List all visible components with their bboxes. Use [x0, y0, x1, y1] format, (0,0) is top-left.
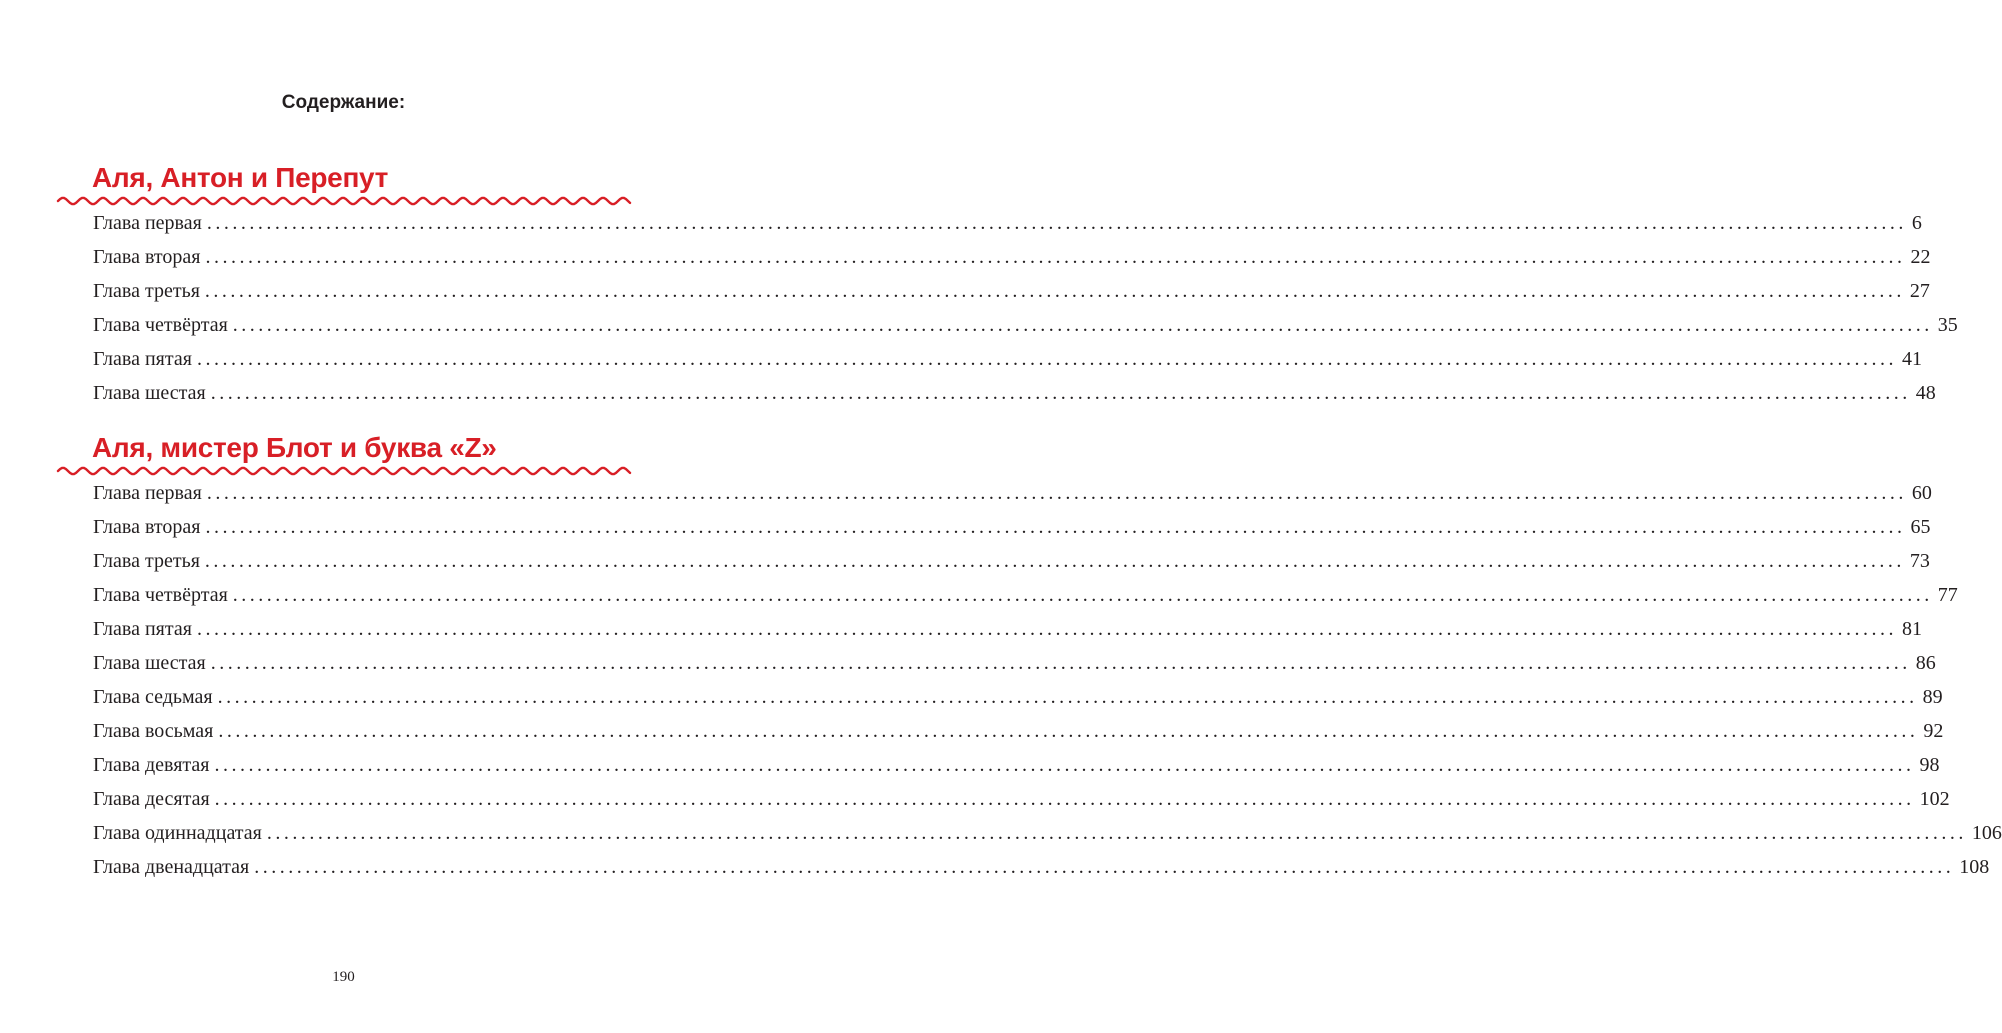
- toc-entry[interactable]: [93, 550, 1930, 584]
- chapter-page: 81: [1901, 618, 1922, 640]
- chapter-page: 77: [1937, 584, 1958, 606]
- dot-leader: ........................................................................................................................................................................................................: [254, 856, 1955, 878]
- chapter-label: Глава вторая: [93, 516, 201, 538]
- chapter-label: Глава одиннадцатая: [93, 822, 262, 844]
- toc-entry[interactable]: [93, 584, 1958, 618]
- page-number: 190: [332, 969, 355, 985]
- toc-entry[interactable]: [93, 382, 1936, 416]
- dot-leader: ........................................................................................................................................................................................................: [206, 482, 1907, 504]
- page-title: Содержание:: [281, 92, 406, 113]
- wavy-line: [58, 198, 630, 204]
- dot-leader: ........................................................................................................................................................................................................: [210, 382, 1911, 404]
- toc-entry[interactable]: [93, 482, 1932, 516]
- toc-entry[interactable]: [93, 822, 2002, 856]
- toc-entry[interactable]: [93, 246, 1931, 280]
- chapter-label: Глава четвёртая: [93, 314, 228, 336]
- chapter-label: Глава двенадцатая: [93, 856, 250, 878]
- chapter-page: 60: [1911, 482, 1932, 504]
- dot-leader: ........................................................................................................................................................................................................: [232, 314, 1933, 336]
- toc-entry[interactable]: [93, 280, 1930, 314]
- dot-leader: ........................................................................................................................................................................................................: [214, 754, 1915, 776]
- dot-leader: ........................................................................................................................................................................................................: [196, 618, 1897, 640]
- dot-leader: ........................................................................................................................................................................................................: [266, 822, 1967, 844]
- dot-leader: ........................................................................................................................................................................................................: [214, 788, 1915, 810]
- chapter-page: 89: [1922, 686, 1943, 708]
- toc-entry[interactable]: [93, 856, 1990, 890]
- chapter-label: Глава третья: [93, 550, 200, 572]
- chapter-page: 6: [1911, 212, 1922, 234]
- dot-leader: ........................................................................................................................................................................................................: [205, 516, 1906, 538]
- chapter-label: Глава первая: [93, 482, 202, 504]
- dot-leader: ........................................................................................................................................................................................................: [217, 686, 1918, 708]
- toc-entry[interactable]: [93, 516, 1931, 550]
- chapter-page: 73: [1909, 550, 1930, 572]
- toc-entry[interactable]: [93, 720, 1944, 754]
- chapter-page: 92: [1923, 720, 1944, 742]
- chapter-label: Глава первая: [93, 212, 202, 234]
- chapter-label: Глава восьмая: [93, 720, 214, 742]
- chapter-page: 48: [1915, 382, 1936, 404]
- dot-leader: ........................................................................................................................................................................................................: [204, 550, 1905, 572]
- wavy-divider: [58, 194, 630, 208]
- dot-leader: ........................................................................................................................................................................................................: [218, 720, 1919, 742]
- chapter-page: 106: [1971, 822, 2002, 844]
- toc-entry[interactable]: [93, 212, 1922, 246]
- chapter-label: Глава пятая: [93, 348, 192, 370]
- dot-leader: ........................................................................................................................................................................................................: [204, 280, 1905, 302]
- chapter-page: 22: [1910, 246, 1931, 268]
- toc-entry[interactable]: [93, 652, 1936, 686]
- chapter-label: Глава пятая: [93, 618, 192, 640]
- dot-leader: ........................................................................................................................................................................................................: [206, 212, 1907, 234]
- chapter-label: Глава седьмая: [93, 686, 213, 708]
- toc-entry[interactable]: [93, 788, 1950, 822]
- wavy-line: [58, 468, 630, 474]
- section-title: Аля, мистер Блот и буква «Z»: [92, 432, 497, 463]
- chapter-page: 108: [1959, 856, 1990, 878]
- toc-entry[interactable]: [93, 348, 1922, 382]
- chapter-page: 98: [1919, 754, 1940, 776]
- chapter-label: Глава десятая: [93, 788, 210, 810]
- chapter-page: 86: [1915, 652, 1936, 674]
- chapter-label: Глава третья: [93, 280, 200, 302]
- chapter-page: 102: [1919, 788, 1950, 810]
- chapter-label: Глава вторая: [93, 246, 201, 268]
- toc-list: [93, 212, 1958, 416]
- wavy-divider: [58, 464, 630, 478]
- chapter-label: Глава шестая: [93, 652, 206, 674]
- chapter-page: 65: [1910, 516, 1931, 538]
- chapter-page: 27: [1909, 280, 1930, 302]
- dot-leader: ........................................................................................................................................................................................................: [232, 584, 1933, 606]
- chapter-label: Глава шестая: [93, 382, 206, 404]
- toc-list: [93, 482, 2002, 890]
- toc-entry[interactable]: [93, 754, 1940, 788]
- chapter-label: Глава четвёртая: [93, 584, 228, 606]
- chapter-page: 35: [1937, 314, 1958, 336]
- chapter-page: 41: [1901, 348, 1922, 370]
- chapter-label: Глава девятая: [93, 754, 210, 776]
- dot-leader: ........................................................................................................................................................................................................: [196, 348, 1897, 370]
- dot-leader: ........................................................................................................................................................................................................: [210, 652, 1911, 674]
- section-title: Аля, Антон и Перепут: [92, 162, 389, 193]
- dot-leader: ........................................................................................................................................................................................................: [205, 246, 1906, 268]
- toc-entry[interactable]: [93, 686, 1943, 720]
- toc-entry[interactable]: [93, 618, 1922, 652]
- toc-entry[interactable]: [93, 314, 1958, 348]
